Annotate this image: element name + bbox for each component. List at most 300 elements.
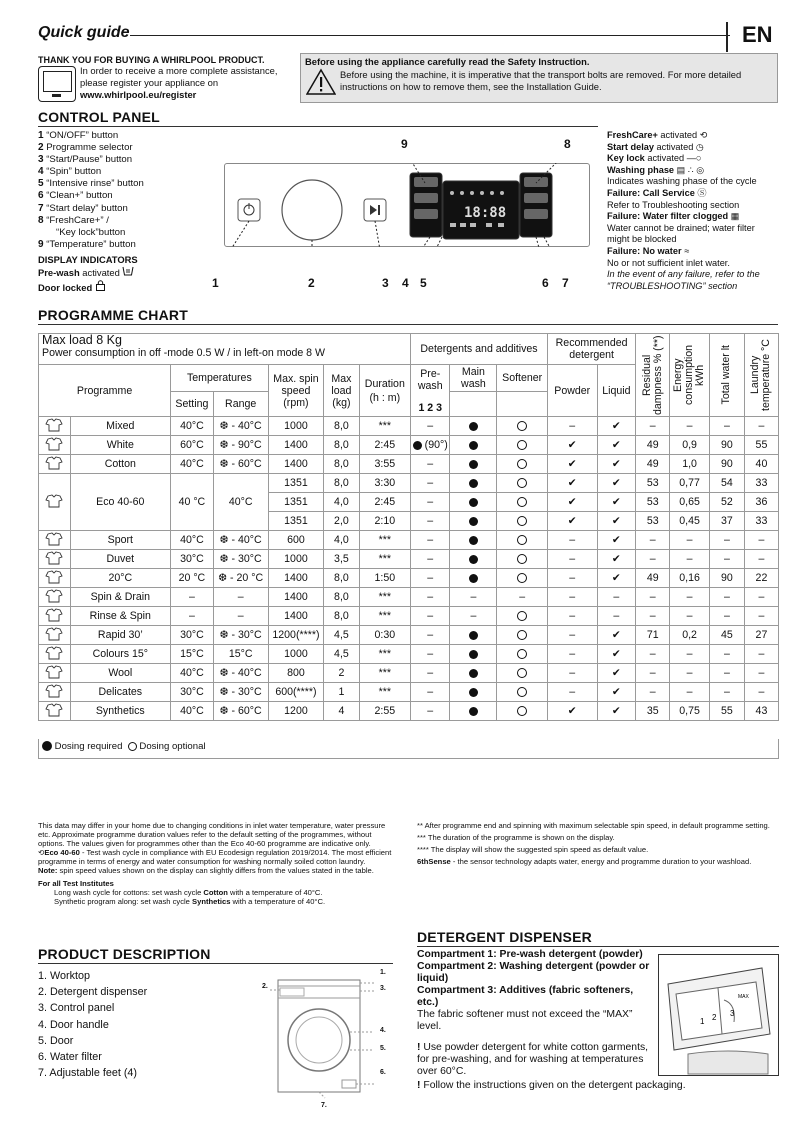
table-cell: [450, 493, 497, 512]
table-cell: –: [709, 550, 744, 569]
programme-icon: [39, 702, 71, 721]
notes-left: [38, 821, 398, 906]
table-cell: –: [411, 569, 450, 588]
table-cell: 1400: [268, 436, 324, 455]
dispenser-tip-2: ! Follow the instructions given on the detergent packaging.: [417, 1080, 686, 1091]
table-cell: 49: [636, 436, 670, 455]
programme-rows: [39, 417, 779, 721]
compartment-1: Compartment 1: Pre-wash detergent (powder): [417, 949, 643, 960]
table-cell: ***: [359, 588, 411, 607]
dosing-required-icon: [469, 517, 478, 526]
display-indicators: [38, 254, 138, 295]
softener-sub: [497, 392, 548, 417]
table-row: [39, 607, 779, 626]
table-cell: 30°C: [171, 550, 214, 569]
dosing-required-icon: [413, 441, 422, 450]
table-cell: 1200: [268, 702, 324, 721]
test-cotton: Long wash cycle for cottons: set wash cycle Cotton with a temperature of 40°C.: [54, 888, 323, 897]
table-cell: 55: [744, 436, 778, 455]
table-cell: ❆ - 90°C: [213, 436, 268, 455]
list-item: 1. Worktop: [38, 970, 91, 982]
list-item: 6. Water filter: [38, 1051, 102, 1064]
table-cell: ✔: [547, 455, 597, 474]
dispenser-drawer-figure: [658, 954, 779, 1076]
programme-name: Synthetics: [70, 702, 171, 721]
table-cell: 40°C: [171, 702, 214, 721]
table-cell: –: [411, 607, 450, 626]
table-cell: [497, 607, 548, 626]
dosing-optional-icon: [128, 742, 137, 751]
table-cell: –: [670, 645, 710, 664]
table-cell: 8,0: [324, 417, 359, 436]
programme-icon: [39, 474, 71, 531]
table-cell: ✔: [597, 645, 636, 664]
laundry-temp-header: Laundry temperature °C: [744, 334, 778, 417]
table-cell: 2,0: [324, 512, 359, 531]
programme-icon: [39, 455, 71, 474]
table-cell: 1000: [268, 550, 324, 569]
table-cell: 0:30: [359, 626, 411, 645]
table-cell: –: [547, 645, 597, 664]
legend-optional: Dosing optional: [139, 741, 206, 752]
callout-8: 8: [564, 137, 571, 151]
table-cell: 15°C: [171, 645, 214, 664]
dosing-required-icon: [469, 574, 478, 583]
no-water-indicator: Failure: No water ≈: [607, 245, 690, 256]
table-cell: –: [636, 607, 670, 626]
programme-name: Rapid 30’: [70, 626, 171, 645]
clock-icon: ◷: [695, 141, 704, 152]
table-cell: –: [497, 588, 548, 607]
table-cell: 0,65: [670, 493, 710, 512]
table-cell: 1351: [268, 512, 324, 531]
programme-table: [38, 333, 779, 721]
language-code: EN: [742, 22, 773, 47]
table-cell: ✔: [597, 626, 636, 645]
table-cell: ✔: [597, 664, 636, 683]
drawer-max-label: MAX: [738, 994, 749, 1000]
drawer-label-2: 2: [712, 1013, 717, 1022]
table-row: [39, 626, 779, 645]
table-row: [39, 531, 779, 550]
table-cell: –: [547, 417, 597, 436]
table-cell: –: [597, 607, 636, 626]
display-indicators-title: DISPLAY INDICATORS: [38, 254, 138, 265]
dosing-required-icon: [469, 422, 478, 431]
table-cell: 22: [744, 569, 778, 588]
drawer-label-3: 3: [730, 1009, 735, 1018]
softener-header: Softener: [497, 365, 548, 392]
dosing-required-icon: [469, 631, 478, 640]
table-cell: 20 °C: [171, 569, 214, 588]
list-item: 3 “Start/Pause” button: [38, 154, 133, 166]
table-cell: [497, 531, 548, 550]
section-rule: [38, 963, 393, 964]
table-cell: [450, 550, 497, 569]
page-title: Quick guide: [38, 24, 130, 41]
dosing-required-icon: [469, 650, 478, 659]
programme-icon: [39, 626, 71, 645]
note-spin: Note: spin speed values shown on the display can slightly differs from the values stated in the table.: [38, 866, 374, 875]
table-cell: ✔: [547, 512, 597, 531]
table-cell: 40°C: [171, 531, 214, 550]
table-cell: [450, 436, 497, 455]
list-item: 8 “FreshCare+” /: [38, 214, 109, 226]
table-cell: ❆ - 20 °C: [213, 569, 268, 588]
prewash-header: Pre-wash 1 2 3: [411, 365, 450, 417]
mainwash-header: Main wash: [450, 365, 497, 392]
indicator-desc: No or not sufficient inlet water.: [607, 257, 730, 268]
table-cell: 1000: [268, 645, 324, 664]
table-cell: 2:45: [359, 493, 411, 512]
table-cell: –: [744, 531, 778, 550]
temperatures-header: Temperatures: [171, 365, 269, 392]
safety-text: Before using the machine, it is imperative that the transport bolts are removed. For more detailed instructions on how to remove them, see the Installation Guide.: [340, 69, 742, 92]
table-cell: –: [171, 588, 214, 607]
table-cell: –: [636, 531, 670, 550]
table-cell: 3:30: [359, 474, 411, 493]
dosing-optional-icon: [517, 668, 527, 678]
table-cell: –: [213, 607, 268, 626]
table-cell: 35: [636, 702, 670, 721]
indicator-desc: might be blocked: [607, 234, 677, 245]
section-rule: [38, 324, 778, 325]
indicator-desc: Water cannot be drained; water filter: [607, 222, 755, 233]
table-cell: –: [411, 588, 450, 607]
indicator-desc: Indicates washing phase of the cycle: [607, 176, 757, 187]
table-cell: –: [636, 550, 670, 569]
table-cell: 0,2: [670, 626, 710, 645]
table-cell: [450, 626, 497, 645]
programme-name: Duvet: [70, 550, 171, 569]
callout-4: 4: [402, 276, 409, 290]
table-cell: –: [411, 493, 450, 512]
table-row: [39, 702, 779, 721]
table-cell: 1: [324, 683, 359, 702]
table-cell: 8,0: [324, 607, 359, 626]
table-cell: [450, 417, 497, 436]
table-cell: –: [411, 531, 450, 550]
table-cell: 3:55: [359, 455, 411, 474]
table-cell: ✔: [547, 702, 597, 721]
table-cell: 1400: [268, 607, 324, 626]
dosing-optional-icon: [517, 630, 527, 640]
table-cell: 90: [709, 455, 744, 474]
eco-note: ⟲Eco 40-60 - Test wash cycle in compliance with EU Ecodesign regulation 2019/2014. The most efficient programme in terms of energy and water consumption for washing normally soiled cotton laundry.: [38, 848, 392, 866]
table-cell: [497, 455, 548, 474]
programme-name: Wool: [70, 664, 171, 683]
table-cell: 8,0: [324, 436, 359, 455]
table-cell: 0,45: [670, 512, 710, 531]
fig-label-3: 3.: [380, 985, 386, 992]
table-cell: ✔: [597, 683, 636, 702]
table-cell: –: [547, 588, 597, 607]
dosing-required-icon: [469, 669, 478, 678]
programme-icon: [39, 588, 71, 607]
register-line: In order to receive a more complete assistance,: [80, 65, 278, 76]
table-cell: 43: [744, 702, 778, 721]
register-text: [80, 65, 295, 101]
table-cell: ***: [359, 664, 411, 683]
table-row: [39, 569, 779, 588]
table-cell: 1400: [268, 569, 324, 588]
display-digits: 18:88: [464, 205, 507, 221]
table-cell: –: [411, 664, 450, 683]
table-cell: –: [744, 683, 778, 702]
dosing-required-icon: [42, 741, 52, 751]
list-item: 5. Door: [38, 1034, 74, 1047]
list-item: 6 “Clean+” button: [38, 190, 113, 202]
table-cell: 1400: [268, 455, 324, 474]
table-cell: 2:45: [359, 436, 411, 455]
table-cell: –: [450, 588, 497, 607]
table-cell: –: [670, 417, 710, 436]
table-cell: –: [547, 664, 597, 683]
table-cell: 90: [709, 569, 744, 588]
table-cell: –: [670, 531, 710, 550]
table-cell: –: [636, 417, 670, 436]
table-cell: 600(****): [268, 683, 324, 702]
legend-required: Dosing required: [54, 741, 123, 752]
fig-label-5: 5.: [380, 1045, 386, 1052]
list-item: 4 “Spin” button: [38, 166, 102, 178]
key-icon: —○: [686, 153, 702, 164]
section-rule: [417, 946, 779, 947]
table-cell: 8,0: [324, 455, 359, 474]
programme-name: Colours 15°: [70, 645, 171, 664]
register-url[interactable]: www.whirlpool.eu/register: [80, 89, 197, 100]
programme-selector-knob: [282, 180, 342, 240]
table-cell: –: [709, 645, 744, 664]
table-cell: –: [547, 531, 597, 550]
table-cell: ✔: [547, 493, 597, 512]
dosing-optional-icon: [517, 440, 527, 450]
monitor-icon: [38, 66, 76, 102]
list-item: 5 “Intensive rinse” button: [38, 178, 144, 190]
table-cell: 60°C: [171, 436, 214, 455]
key-lock-indicator: Key lock activated —○: [607, 153, 702, 164]
table-cell: 53: [636, 493, 670, 512]
table-cell: 2:10: [359, 512, 411, 531]
table-cell: ✔: [597, 569, 636, 588]
table-cell: [497, 702, 548, 721]
table-cell: ✔: [597, 512, 636, 531]
service-icon: Ⓢ: [697, 187, 707, 198]
prewash-icon: [122, 266, 134, 276]
table-cell: –: [411, 626, 450, 645]
table-cell: –: [411, 474, 450, 493]
table-cell: ✔: [597, 417, 636, 436]
freshcare-indicator: FreshCare+ activated ⟲: [607, 130, 708, 140]
table-cell: 40°C: [171, 664, 214, 683]
notes-right: [417, 821, 779, 866]
table-cell: 8,0: [324, 569, 359, 588]
table-cell: ❆ - 40°C: [213, 417, 268, 436]
table-cell: ***: [359, 417, 411, 436]
dosing-required-icon: [469, 707, 478, 716]
table-cell: –: [411, 645, 450, 664]
list-item: 1 “ON/OFF” button: [38, 130, 119, 141]
programme-icon: [39, 436, 71, 455]
control-panel-title: CONTROL PANEL: [38, 109, 160, 125]
exclamation-icon: !: [417, 1042, 421, 1053]
table-cell: –: [744, 588, 778, 607]
table-cell: –: [670, 550, 710, 569]
table-cell: 0,77: [670, 474, 710, 493]
table-cell: [497, 493, 548, 512]
fig-label-7: 7.: [321, 1102, 327, 1109]
duration-header: Duration (h : m): [359, 365, 411, 417]
dosing-optional-icon: [517, 554, 527, 564]
dosing-legend: [38, 739, 779, 759]
table-cell: ❆ - 60°C: [213, 455, 268, 474]
warning-icon: [306, 68, 336, 96]
table-cell: ✔: [547, 436, 597, 455]
washing-machine-figure: [270, 976, 380, 1102]
maxload-cell: [39, 334, 411, 365]
table-cell: ❆ - 30°C: [213, 626, 268, 645]
table-cell: 52: [709, 493, 744, 512]
table-cell: [497, 436, 548, 455]
table-cell: ***: [359, 550, 411, 569]
water-header: Total water lt: [709, 334, 744, 417]
compartment-3: Compartment 3: Additives (fabric softeners, etc.): [417, 985, 634, 1008]
table-cell: –: [670, 588, 710, 607]
dosing-optional-icon: [517, 421, 527, 431]
table-cell: ❆ - 60°C: [213, 702, 268, 721]
table-row: [39, 683, 779, 702]
callout-2: 2: [308, 276, 315, 290]
table-cell: [497, 569, 548, 588]
control-panel-figure: [224, 163, 590, 247]
header-rule: [130, 35, 730, 36]
table-row: [39, 455, 779, 474]
dispenser-tip-1: ! Use powder detergent for white cotton garments, for pre-washing, and for washing at temperatures over 60°C.: [417, 1042, 649, 1077]
fig-label-2: 2.: [262, 983, 268, 990]
note-text: *** The duration of the programme is shown on the display.: [417, 833, 615, 842]
register-line: please register your appliance on: [80, 77, 219, 88]
table-cell: ✔: [597, 531, 636, 550]
control-panel-list: [38, 130, 144, 251]
fig-label-6: 6.: [380, 1069, 386, 1076]
table-cell: 4: [324, 702, 359, 721]
dosing-required-icon: [469, 688, 478, 697]
table-cell: –: [744, 645, 778, 664]
table-cell: [450, 474, 497, 493]
table-cell: –: [709, 607, 744, 626]
table-cell: ✔: [597, 702, 636, 721]
list-item: 3. Control panel: [38, 1002, 115, 1015]
header-divider: [726, 22, 728, 52]
wash-phase-icons: ▤ ∴ ◎: [676, 164, 705, 175]
table-cell: [450, 664, 497, 683]
freshcare-icon: ⟲: [699, 130, 708, 140]
table-cell: –: [411, 683, 450, 702]
residual-header: Residual dampness % (**): [636, 334, 670, 417]
programme-name: White: [70, 436, 171, 455]
programme-name: Delicates: [70, 683, 171, 702]
table-cell: 3,5: [324, 550, 359, 569]
dosing-required-icon: [469, 479, 478, 488]
table-cell: 40°C: [171, 417, 214, 436]
programme-name: Rinse & Spin: [70, 607, 171, 626]
table-cell: [450, 683, 497, 702]
table-cell: –: [670, 683, 710, 702]
table-cell: –: [709, 683, 744, 702]
product-parts-list: [38, 968, 147, 1081]
table-cell: 2: [324, 664, 359, 683]
table-cell: [497, 645, 548, 664]
table-cell: –: [547, 626, 597, 645]
product-description-title: PRODUCT DESCRIPTION: [38, 946, 211, 962]
start-delay-indicator: Start delay activated ◷: [607, 141, 704, 152]
table-cell: ✔: [547, 474, 597, 493]
setting-header: Setting: [171, 392, 214, 417]
table-cell: 71: [636, 626, 670, 645]
table-cell: ✔: [597, 455, 636, 474]
table-cell: 90: [709, 436, 744, 455]
table-cell: 40 °C: [171, 474, 214, 531]
table-cell: –: [411, 550, 450, 569]
table-cell: [450, 512, 497, 531]
table-cell: 1351: [268, 474, 324, 493]
table-cell: –: [411, 455, 450, 474]
eco-icon: ⟲: [38, 848, 45, 857]
table-cell: (90°): [411, 436, 450, 455]
table-cell: 1:50: [359, 569, 411, 588]
table-cell: [497, 474, 548, 493]
table-cell: –: [744, 550, 778, 569]
table-row: [39, 417, 779, 436]
table-cell: –: [411, 702, 450, 721]
table-cell: –: [636, 645, 670, 664]
table-cell: ❆ - 40°C: [213, 664, 268, 683]
dosing-optional-icon: [517, 706, 527, 716]
programme-name: 20°C: [70, 569, 171, 588]
lock-icon: [95, 280, 106, 291]
table-cell: ❆ - 30°C: [213, 550, 268, 569]
dosing-optional-icon: [517, 459, 527, 469]
table-cell: 2:55: [359, 702, 411, 721]
table-cell: 1,0: [670, 455, 710, 474]
callout-1: 1: [212, 276, 219, 290]
table-cell: 49: [636, 455, 670, 474]
table-row: [39, 588, 779, 607]
filter-indicator: Failure: Water filter clogged ▦: [607, 211, 740, 222]
softener-note: The fabric softener must not exceed the “MAX” level.: [417, 1009, 633, 1032]
list-item: 4. Door handle: [38, 1018, 109, 1031]
callout-9: 9: [401, 137, 408, 151]
table-cell: –: [709, 588, 744, 607]
table-cell: [497, 626, 548, 645]
table-cell: [497, 417, 548, 436]
thanks-heading: THANK YOU FOR BUYING A WHIRLPOOL PRODUCT.: [38, 55, 265, 65]
dosing-optional-icon: [517, 573, 527, 583]
table-cell: 0,9: [670, 436, 710, 455]
table-cell: 800: [268, 664, 324, 683]
table-cell: [450, 569, 497, 588]
table-cell: 8,0: [324, 474, 359, 493]
table-cell: –: [744, 417, 778, 436]
table-cell: ✔: [597, 550, 636, 569]
dosing-required-icon: [469, 498, 478, 507]
dosing-required-icon: [469, 536, 478, 545]
dosing-required-icon: [469, 441, 478, 450]
table-cell: –: [636, 664, 670, 683]
list-item: 7. Adjustable feet (4): [38, 1067, 138, 1080]
table-cell: ✔: [597, 493, 636, 512]
programme-icon: [39, 417, 71, 436]
